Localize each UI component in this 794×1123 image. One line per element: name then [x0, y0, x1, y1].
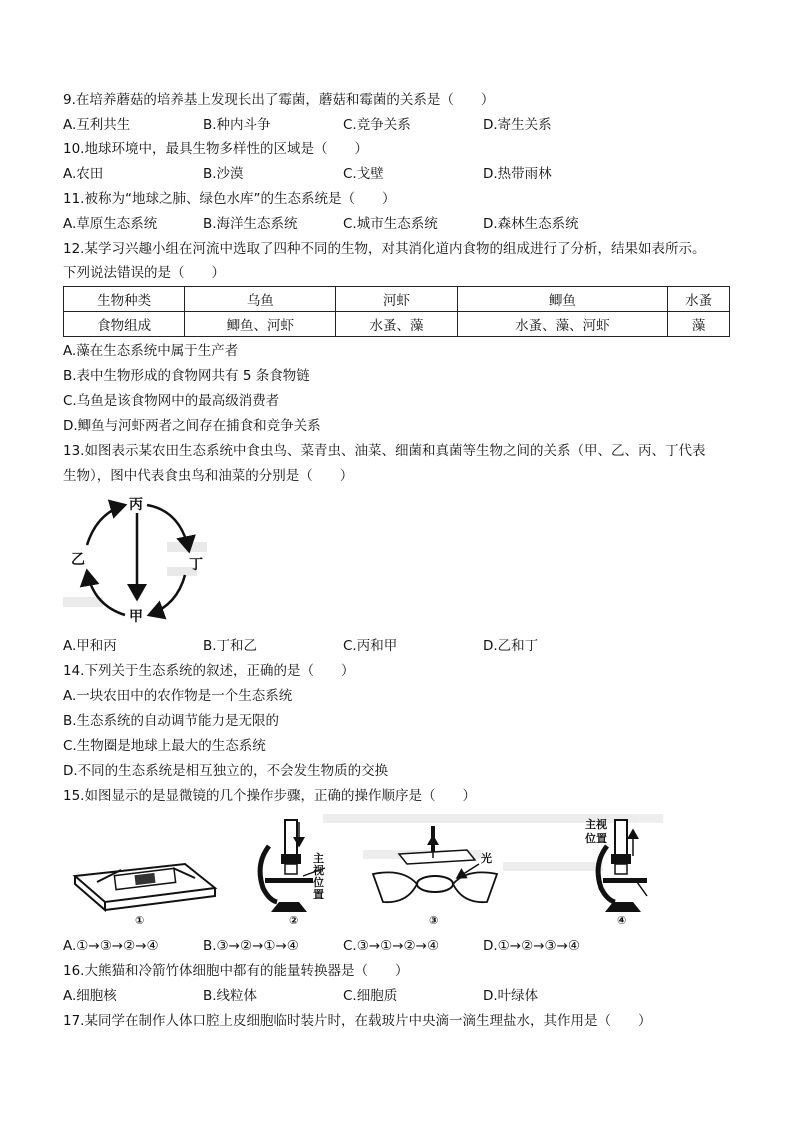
table-header-row [64, 287, 730, 312]
step1-slide-illustration [75, 864, 215, 910]
q14-stem: 14.下列关于生态系统的叙述，正确的是（ ） [63, 663, 355, 679]
q15-option-b: B.③→②→①→④ [203, 938, 299, 954]
q12-option-d: D.鲫鱼与河虾两者之间存在捕食和竞争关系 [63, 418, 321, 434]
q10-option-d: D.热带雨林 [483, 166, 552, 182]
q12-option-a: A.藻在生态系统中属于生产者 [63, 343, 239, 359]
side-view-char: 视 [313, 864, 324, 877]
q12-option-c: C.乌鱼是该食物网中的最高级消费者 [63, 393, 280, 409]
q16-options [63, 986, 743, 1006]
q10-option-b: B.沙漠 [203, 166, 244, 182]
arrow-jia-to-yi [87, 571, 125, 615]
step2-side-view-label [312, 851, 328, 901]
step2-number: ② [289, 914, 299, 927]
step3-light-label: 光 [481, 852, 492, 865]
microscope-steps-figure [63, 812, 683, 932]
side-view-char: 置 [313, 888, 324, 901]
label-ding: 丁 [189, 557, 203, 573]
q13-options [63, 636, 743, 656]
q13-option-d: D.乙和丁 [483, 638, 539, 654]
q11-stem: 11.被称为“地球之肺、绿色水库”的生态系统是（ ） [63, 191, 396, 207]
q13-option-c: C.丙和甲 [343, 638, 398, 654]
table-cell: 水蚤、藻 [336, 312, 457, 337]
q10-option-a: A.农田 [63, 166, 104, 182]
q10-stem: 10.地球环境中，最具生物多样性的区域是（ ） [63, 141, 368, 157]
q15-stem: 15.如图显示的是显微镜的几个操作步骤，正确的操作顺序是（ ） [63, 788, 476, 804]
table-row [64, 312, 730, 337]
q9-option-a: A.互利共生 [63, 117, 131, 133]
side-view-text: 位置 [585, 832, 607, 845]
q12-stem-line2: 下列说法错误的是（ ） [63, 265, 225, 281]
table-cell: 藻 [668, 312, 730, 337]
q16-option-c: C.细胞质 [343, 988, 398, 1004]
q10-option-c: C.戈壁 [343, 166, 384, 182]
q14-option-d: D.不同的生态系统是相互独立的，不会发生物质的交换 [63, 763, 389, 779]
q11-option-d: D.森林生态系统 [483, 216, 579, 232]
q15-option-d: D.①→②→③→④ [483, 938, 581, 954]
step1-number: ① [135, 914, 145, 927]
table-cell: 鲫鱼 [457, 287, 668, 312]
q11-option-b: B.海洋生态系统 [203, 216, 298, 232]
label-jia: 甲 [129, 609, 143, 625]
q15-options [63, 936, 743, 956]
table-cell: 水蚤、藻、河虾 [457, 312, 668, 337]
q11-option-c: C.城市生态系统 [343, 216, 438, 232]
q16-stem: 16.大熊猫和冷箭竹体细胞中都有的能量转换器是（ ） [63, 963, 409, 979]
q13-stem-line1: 13.如图表示某农田生态系统中食虫鸟、菜青虫、油菜、细菌和真菌等生物之间的关系（甲、乙、丙、丁代表 [63, 443, 706, 459]
side-view-char: 位 [313, 876, 324, 889]
step3-number: ③ [429, 914, 439, 927]
q14-option-b: B.生态系统的自动调节能力是无限的 [63, 713, 280, 729]
ecosystem-cycle-diagram [63, 487, 223, 635]
q10-options [63, 164, 743, 184]
table-cell: 鲫鱼、河虾 [185, 312, 336, 337]
q9-option-c: C.竞争关系 [343, 117, 411, 133]
step4-number: ④ [617, 914, 627, 927]
step4-side-view-label [584, 817, 611, 845]
arrow-yi-to-bing [87, 505, 125, 545]
q9-option-d: D.寄生关系 [483, 117, 552, 133]
table-cell: 水蚤 [668, 287, 730, 312]
q15-option-a: A.①→③→②→④ [63, 938, 159, 954]
q12-stem-line1: 12.某学习兴趣小组在河流中选取了四种不同的生物，对其消化道内食物的组成进行了分析，结果如表所示。 [63, 241, 706, 257]
arrow-ding-to-jia [149, 575, 185, 615]
q14-option-c: C.生物圈是地球上最大的生态系统 [63, 738, 266, 754]
q17-stem: 17.某同学在制作人体口腔上皮细胞临时装片时，在载玻片中央滴一滴生理盐水，其作用是（ ） [63, 1013, 652, 1029]
q13-option-b: B.丁和乙 [203, 638, 258, 654]
step3-hands-mirror-illustration [373, 826, 497, 902]
q11-option-a: A.草原生态系统 [63, 216, 158, 232]
q11-options [63, 214, 743, 234]
q15-option-c: C.③→①→②→④ [343, 938, 440, 954]
label-yi: 乙 [71, 552, 85, 568]
q9-stem: 9.在培养蘑菇的培养基上发现长出了霉菌，蘑菇和霉菌的关系是（ ） [63, 92, 495, 108]
q16-option-a: A.细胞核 [63, 988, 117, 1004]
q12-option-b: B.表中生物形成的食物网共有 5 条食物链 [63, 368, 310, 384]
side-view-char: 主 [313, 852, 324, 865]
q14-option-a: A.一块农田中的农作物是一个生态系统 [63, 688, 293, 704]
food-composition-table [63, 286, 730, 337]
table-cell: 食物组成 [64, 312, 185, 337]
side-view-text: 主视 [585, 818, 607, 831]
table-cell: 生物种类 [64, 287, 185, 312]
table-cell: 河虾 [336, 287, 457, 312]
q9-option-b: B.种内斗争 [203, 117, 271, 133]
q16-option-d: D.叶绿体 [483, 988, 539, 1004]
q16-option-b: B.线粒体 [203, 988, 258, 1004]
q9-options [63, 115, 743, 135]
q13-stem-line2: 生物），图中代表食虫鸟和油菜的分别是（ ） [63, 468, 354, 484]
label-bing: 丙 [129, 497, 143, 513]
table-cell: 乌鱼 [185, 287, 336, 312]
q13-option-a: A.甲和丙 [63, 638, 117, 654]
